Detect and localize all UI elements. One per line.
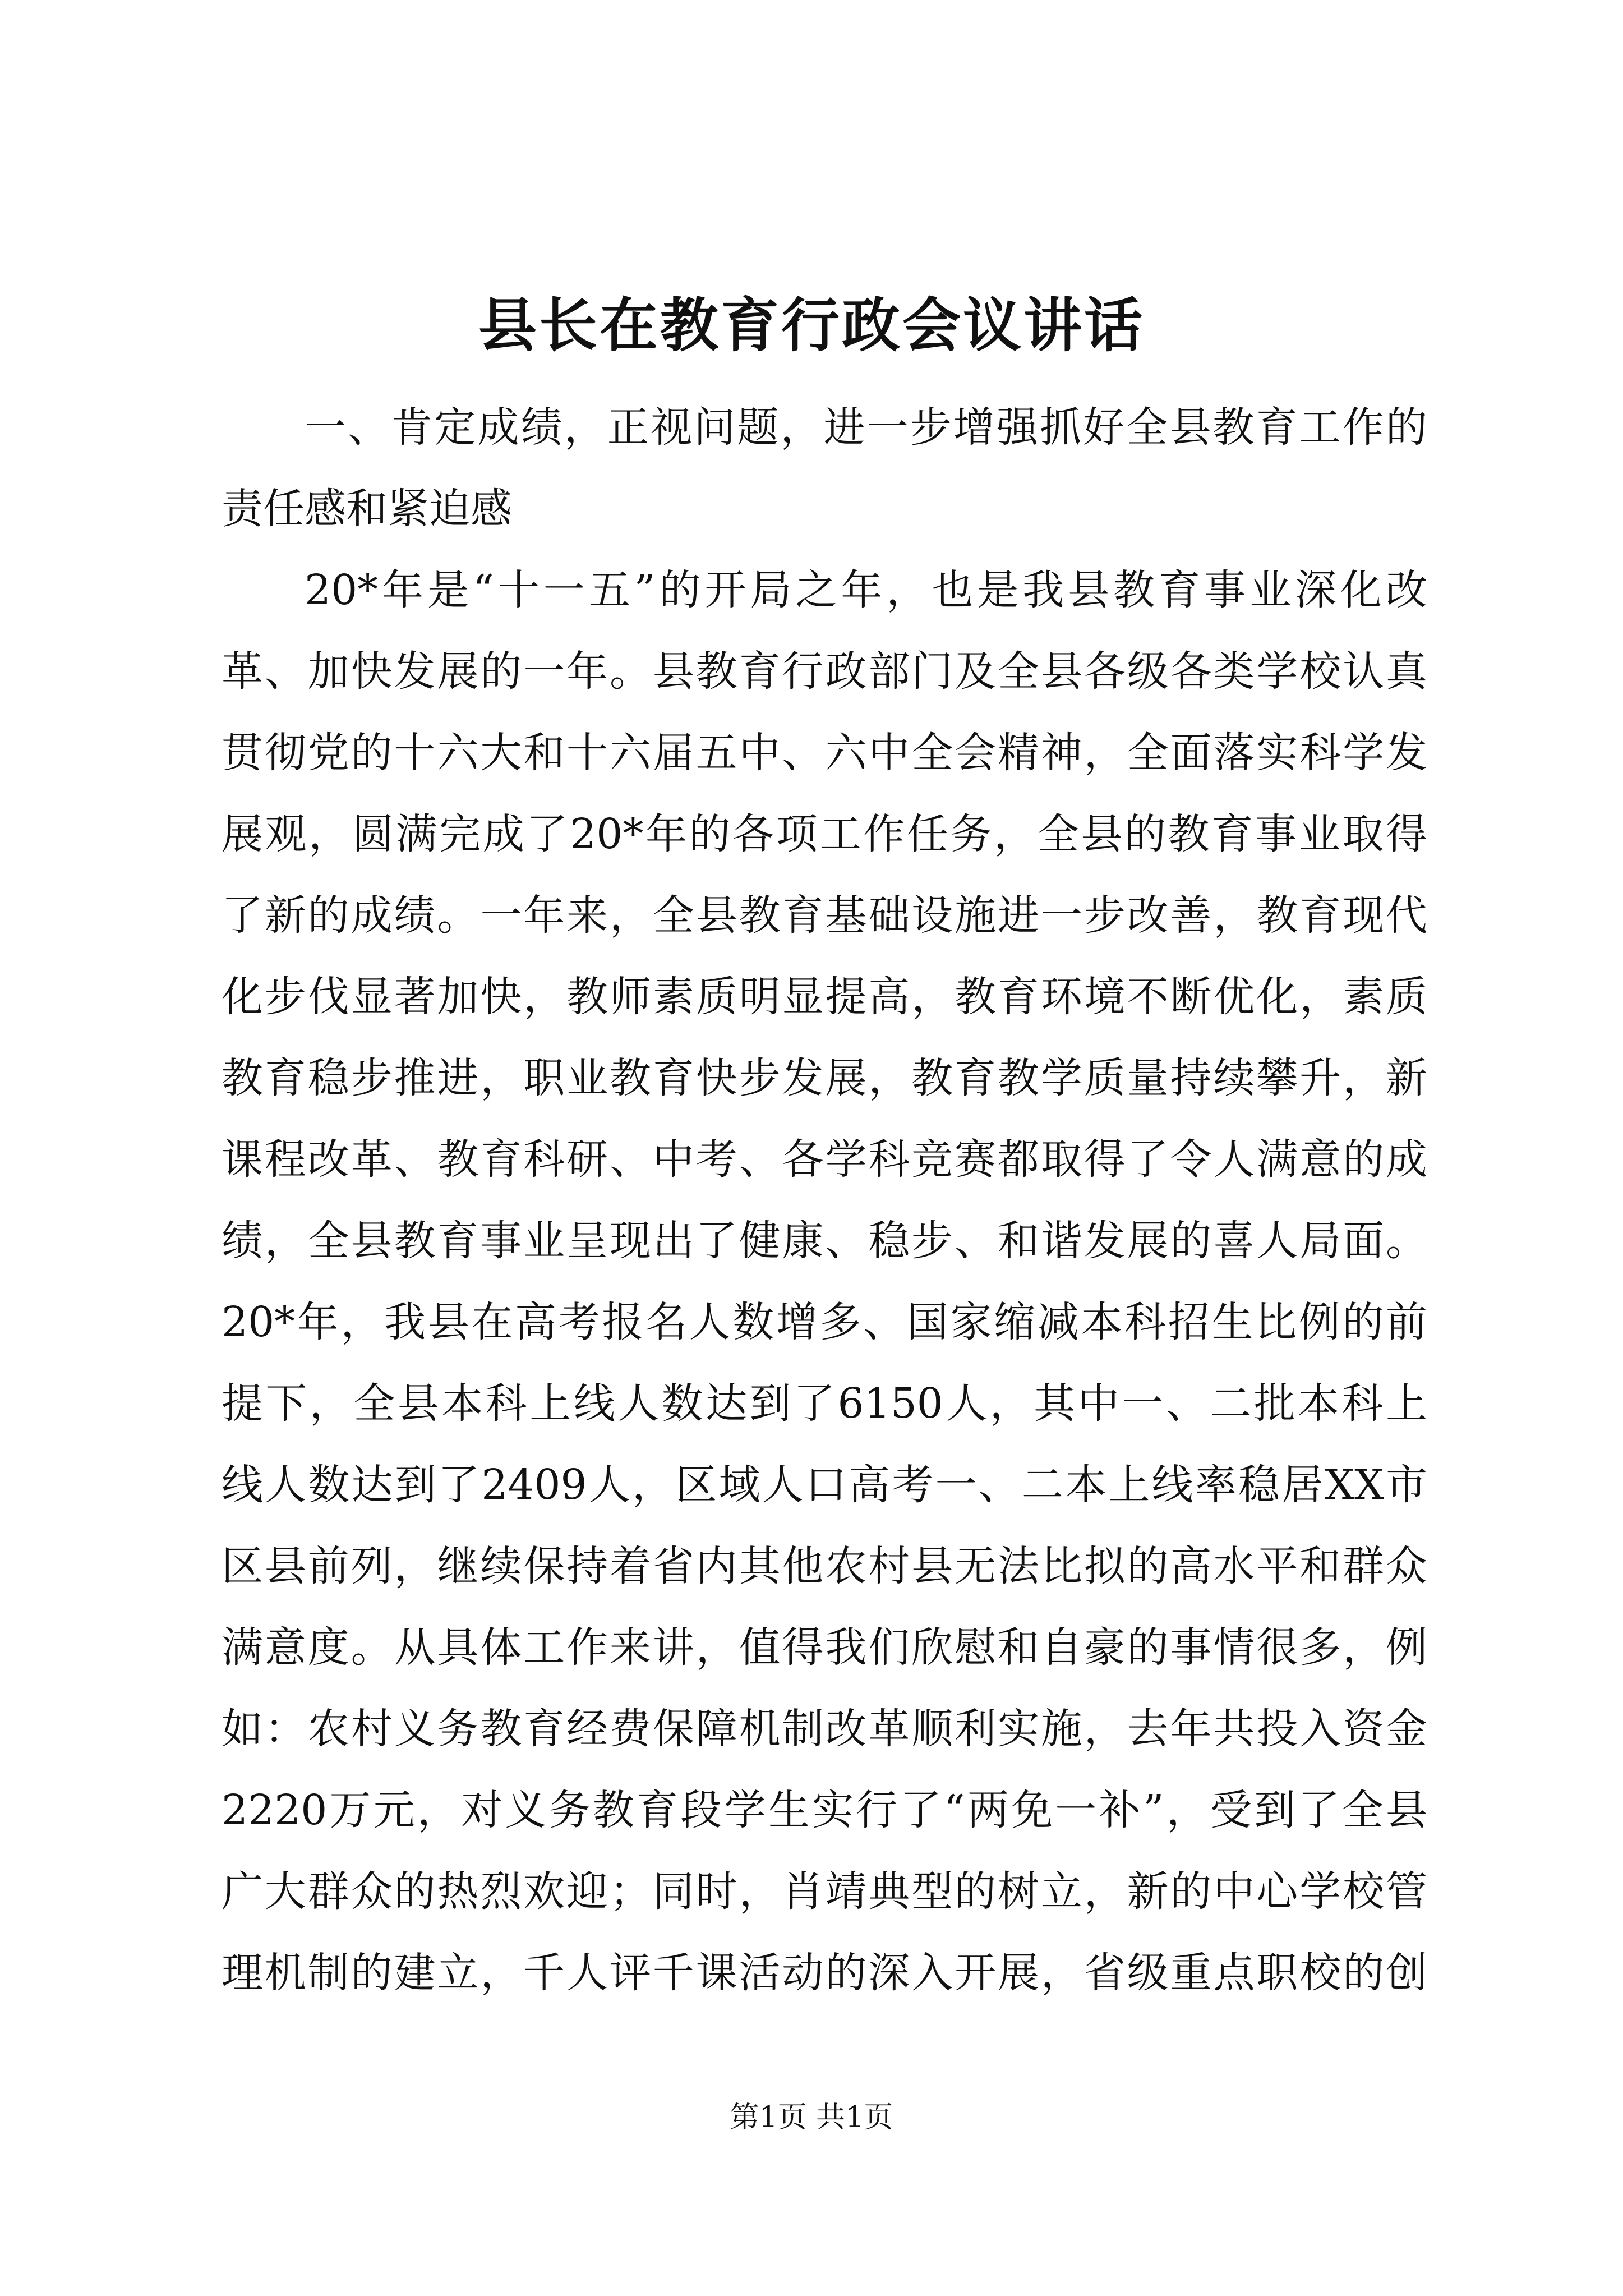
paragraph-line: 理机制的建立，千人评千课活动的深入开展，省级重点职校的创 [222,1949,1427,1997]
paragraph-line: 课程改革、教育科研、中考、各学科竞赛都取得了令人满意的成 [222,1135,1427,1184]
paragraph-line: 教育稳步推进，职业教育快步发展，教育教学质量持续攀升，新 [222,1054,1427,1102]
paragraph-line: 绩，全县教育事业呈现出了健康、稳步、和谐发展的喜人局面。 [222,1217,1427,1265]
paragraph-line: 革、加快发展的一年。县教育行政部门及全县各级各类学校认真 [222,647,1427,696]
document-body [222,387,1427,2014]
paragraph-line: 区县前列，继续保持着省内其他农村县无法比拟的高水平和群众 [222,1542,1427,1590]
paragraph-line: 贯彻党的十六大和十六届五中、六中全会精神，全面落实科学发 [222,729,1427,777]
paragraph-line: 如：农村义务教育经费保障机制改革顺利实施，去年共投入资金 [222,1705,1427,1753]
paragraph-line: 线人数达到了2409人，区域人口高考一、二本上线率稳居XX市 [222,1461,1427,1509]
paragraph-line: 了新的成绩。一年来，全县教育基础设施进一步改善，教育现代 [222,891,1427,940]
paragraph-line: 2220万元，对义务教育段学生实行了“两免一补”，受到了全县 [222,1786,1427,1834]
document-title: 县长在教育行政会议讲话 [478,291,1145,360]
paragraph-line: 化步伐显著加快，教师素质明显提高，教育环境不断优化，素质 [222,973,1427,1021]
paragraph-line: 满意度。从具体工作来讲，值得我们欣慰和自豪的事情很多，例 [222,1623,1427,1672]
section-heading-line-2: 责任感和紧迫感 [222,485,512,533]
paragraph-line: 提下，全县本科上线人数达到了6150人，其中一、二批本科上 [222,1379,1427,1428]
paragraph-line: 20*年，我县在高考报名人数增多、国家缩减本科招生比例的前 [222,1298,1427,1346]
page-footer: 第1页 共1页 [730,2101,893,2134]
section-heading-line-1: 一、肯定成绩，正视问题，进一步增强抓好全县教育工作的 [305,403,1427,452]
paragraph-line: 展观，圆满完成了20*年的各项工作任务，全县的教育事业取得 [222,810,1427,858]
paragraph-line: 广大群众的热烈欢迎；同时，肖靖典型的树立，新的中心学校管 [222,1867,1427,1916]
paragraph-line: 20*年是“十一五”的开局之年，也是我县教育事业深化改 [305,566,1427,614]
